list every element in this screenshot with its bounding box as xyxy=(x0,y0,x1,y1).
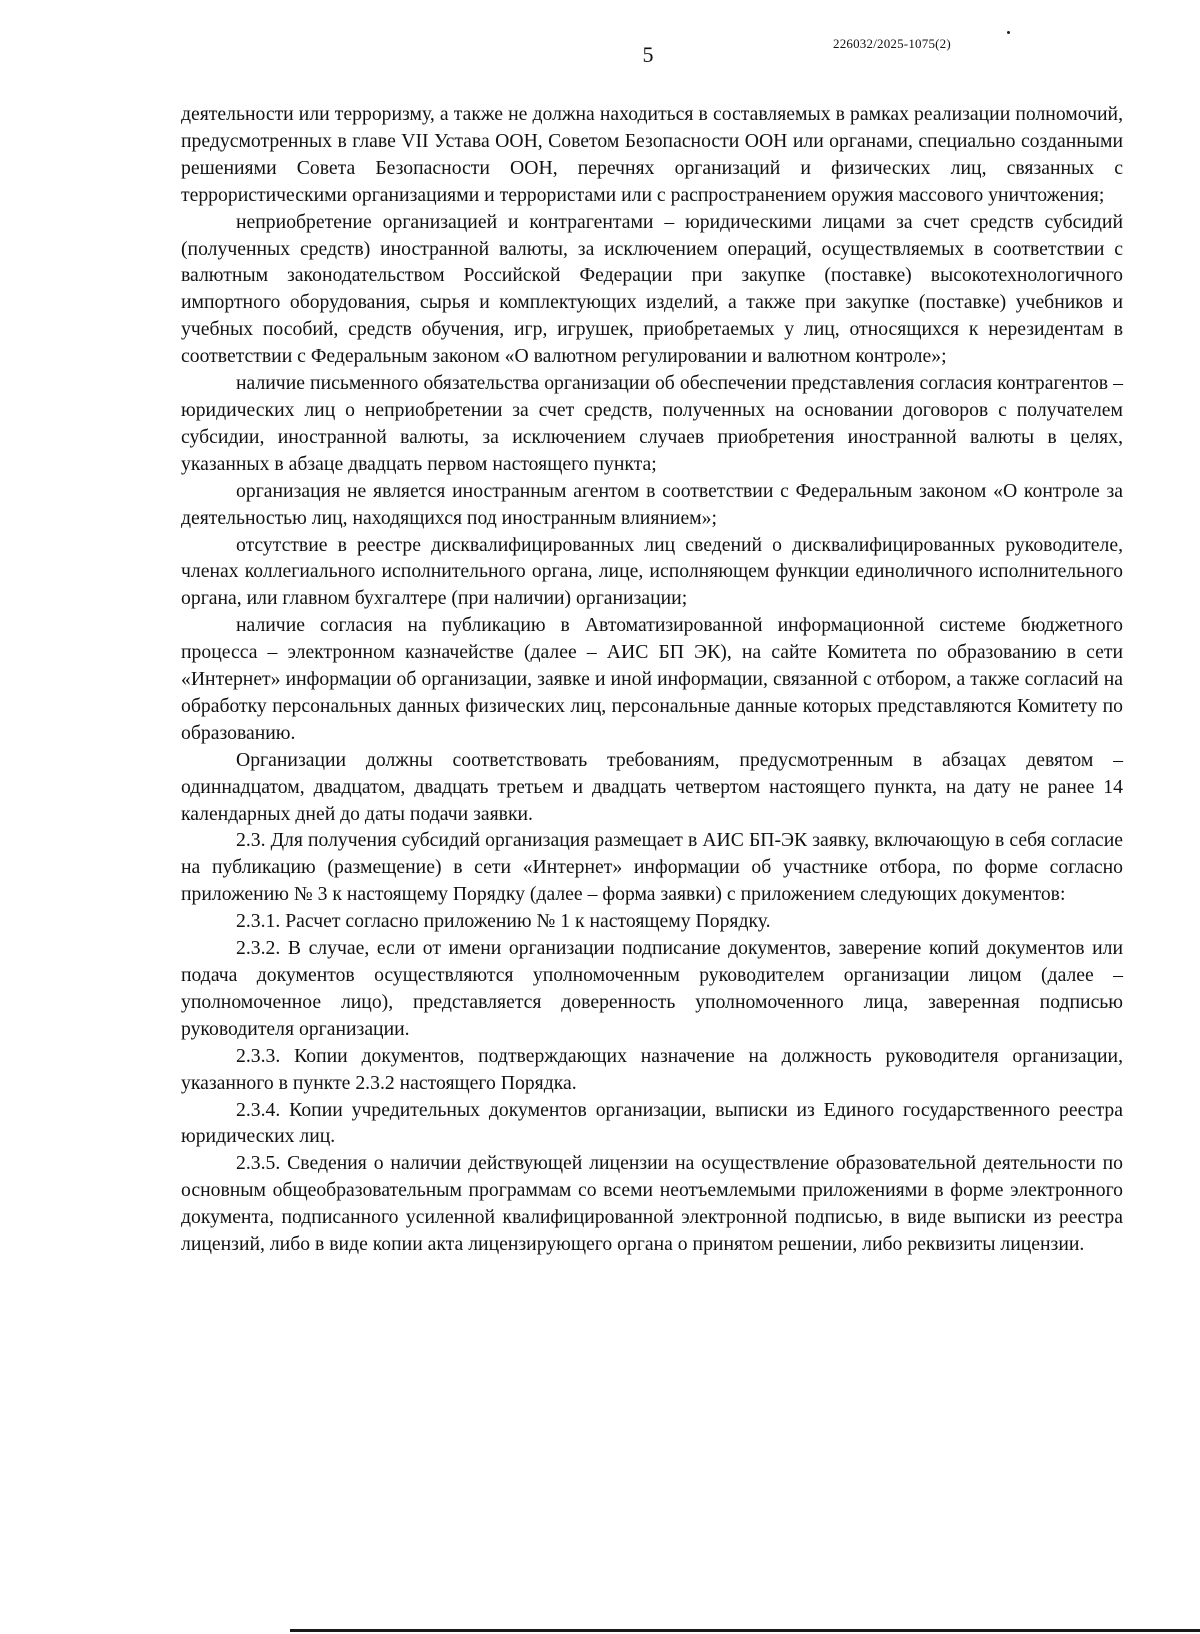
paragraph-disqualified-persons: отсутствие в реестре дисквалифицированных лиц сведений о дисквалифицированных руководителе, членах коллегиального исполнительного органа, лице, исполняющем функции единоличного исполнительного органа, или главном бухгалтере (при наличии) организации; xyxy=(181,533,1123,610)
paragraph-2-3: 2.3. Для получения субсидий организация размещает в АИС БП-ЭК заявку, включающую в себя согласие на публикацию (размещение) в сети «Интернет» информации об участнике отбора, по форме согласно приложению № 3 к настоящему Порядку (далее – форма заявки) с приложением следующих документов: xyxy=(181,829,1123,906)
paragraph-publication-consent: наличие согласия на публикацию в Автоматизированной информационной системе бюджетного процесса – электронном казначействе (далее – АИС БП ЭК), на сайте Комитета по образованию в сети «Интернет» информации об организации, заявке и иной информации, связанной с отбором, а также согласий на обработку персональных данных физических лиц, персональные данные которых представляются Комитету по образованию. xyxy=(181,614,1123,744)
paragraph-2-3-3: 2.3.3. Копии документов, подтверждающих назначение на должность руководителя организации, указанного в пункте 2.3.2 настоящего Порядка. xyxy=(181,1044,1123,1094)
paragraph-2-3-1: 2.3.1. Расчет согласно приложению № 1 к настоящему Порядку. xyxy=(236,910,771,933)
document-reference-number: 226032/2025-1075(2) xyxy=(833,36,951,51)
paragraph-continuation: деятельности или терроризму, а также не должна находиться в составляемых в рамках реализации полномочий, предусмотренных в главе VII Устава ООН, Советом Безопасности ООН или органами, специально созданными решениями Совета Безопасности ООН, перечнях организаций и физических лиц, связанных с террористическими организациями и террористами или с распространением оружия массового уничтожения; xyxy=(181,103,1123,206)
paragraph-written-obligation: наличие письменного обязательства организации об обеспечении представления согласия контрагентов – юридических лиц о неприобретении за счет средств, полученных на основании договоров с получателем субсидии, иностранной валюты, за исключением случаев приобретения иностранной валюты в целях, указанных в абзаце двадцать первом настоящего пункта; xyxy=(181,372,1123,475)
scan-speck xyxy=(1007,31,1010,34)
paragraph-requirements-date: Организации должны соответствовать требованиям, предусмотренным в абзацах девятом – одиннадцатом, двадцатом, двадцать третьем и двадцать четвертом настоящего пункта, на дату не ранее 14 календарных дней до даты подачи заявки. xyxy=(181,748,1123,825)
paragraph-foreign-agent: организация не является иностранным агентом в соответствии с Федеральным законом «О контроле за деятельностью лиц, находящихся под иностранным влиянием»; xyxy=(181,479,1123,529)
paragraph-2-3-4: 2.3.4. Копии учредительных документов организации, выписки из Единого государственного реестра юридических лиц. xyxy=(181,1098,1123,1148)
paragraph-currency-purchase: неприобретение организацией и контрагентами – юридическими лицами за счет средств субсидий (полученных средств) иностранной валюты, за исключением операций, осуществляемых в соответствии с валютным законодательством Российской Федерации при закупке (поставке) высокотехнологичного импортного оборудования, сырья и комплектующих изделий, а также при закупке (поставке) учебников и учебных пособий, средств обучения, игр, игрушек, приобретаемых у лиц, относящихся к нерезидентам в соответствии с Федеральным законом «О валютном регулировании и валютном контроле»; xyxy=(181,210,1123,368)
paragraph-2-3-5: 2.3.5. Сведения о наличии действующей лицензии на осуществление образовательной деятельности по основным общеобразовательным программам со всеми неотъемлемыми приложениями в форме электронного документа, подписанного усиленной квалифицированной электронной подписью, в виде выписки из реестра лицензий, либо в виде копии акта лицензирующего органа о принятом решении, либо реквизиты лицензии. xyxy=(181,1152,1123,1256)
page-number: 5 xyxy=(642,42,654,67)
paragraph-2-3-2: 2.3.2. В случае, если от имени организации подписание документов, заверение копий документов или подача документов осуществляются уполномоченным руководителем организации лицом (далее – уполномоченное лицо), представляется доверенность уполномоченного лица, заверенная подписью руководителя организации. xyxy=(181,937,1123,1040)
scan-edge-line xyxy=(290,1629,1200,1632)
document-body xyxy=(181,101,1123,1258)
